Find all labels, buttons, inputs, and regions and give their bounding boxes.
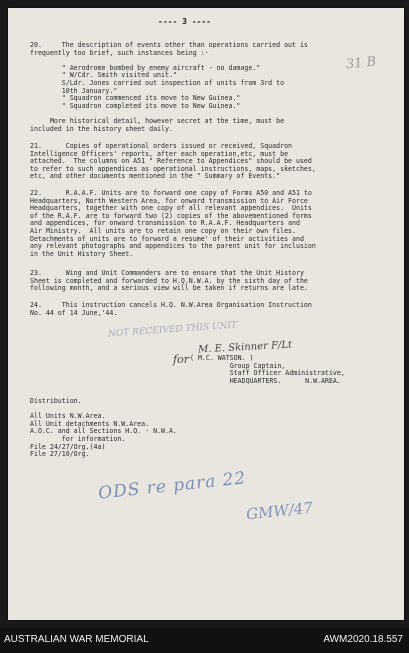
footer-accession-number: AWM2020.18.557: [323, 634, 403, 645]
paragraph-22: 22. R.A.A.F. Units are to forward one copy of Forms A50 and A51 to Headquarters, North Western Area, for onward transmission to Air Force Headquarters, together with one copy of all relevant appendices. Units of the R.A.F. are to forward two (2) copies of the abovementioned forms and appendices, for onward transmission to R.A.A.F. Headquarters and Air Ministry. All units are to retain one copy on their own files. Detachments of units are to forward a resume' of their activities and any relevant photographs and appendices to the parent unit for inclusion in the Unit History Sheet.: [30, 189, 316, 258]
handwritten-file-number: 31 B: [345, 54, 377, 73]
paragraph-23: 23. Wing and Unit Commanders are to ensure that the Unit History Sheet is completed and forwarded to H.Q.N.W.A. by the sixth day of the following month, and a serious view will be taken if returns are late.: [30, 269, 308, 293]
paragraph-20: 20. The description of events other than operations carried out is frequently too brief, such instances being :- " Aerodrome bombed by enemy aircraft - no damage." " W/Cdr. Smith visited unit." S/Ldr. Jones carried out inspection of units from 3rd to 10th January." " Squadron commenced its move to New Guinea." " Squadron completed its move to New Guinea." More historical detail, however secret at the time, must be included in the history sheet daily.: [30, 41, 308, 133]
paragraph-24: 24. This instruction cancels H.Q. N.W.Area Organisation Instruction No. 44 of 14 June,'44.: [30, 301, 312, 317]
page-number: ---- 3 ----: [158, 17, 211, 26]
handwritten-initials: GMW/47: [245, 498, 314, 524]
document-page: [8, 8, 404, 620]
footer-source: AUSTRALIAN WAR MEMORIAL: [4, 634, 149, 645]
signature-block: ( M.C. WATSON. ) Group Captain, Staff Officer Administrative, HEADQUARTERS. N.W.AREA.: [190, 354, 345, 385]
handwritten-for: for: [173, 353, 189, 366]
distribution-list: Distribution. All Units N.W.Area. All Unit detachments N.W.Area. A.O.C. and all Sections H.Q. - N.W.A. for information. File 24/27/Org.(4a) File 27/10/Org.: [30, 397, 177, 459]
paragraph-21: 21. Copies of operational orders issued or received, Squadron Intelligence Officers' reports, after each operation,etc, must be attached. The columns on A51 " Reference to Appendices" should be used to refer to such appendices as operational instructions, maps, sketches, etc, and other documents mentioned in the " Summary of Events.": [30, 142, 316, 181]
handwritten-not-received-note: NOT RECEIVED THIS UNIT: [107, 320, 238, 340]
archive-footer: [0, 628, 409, 653]
handwritten-ods-note: ODS re para 22: [97, 468, 248, 504]
handwritten-signature: M. E. Skinner F/Lt: [197, 339, 293, 356]
